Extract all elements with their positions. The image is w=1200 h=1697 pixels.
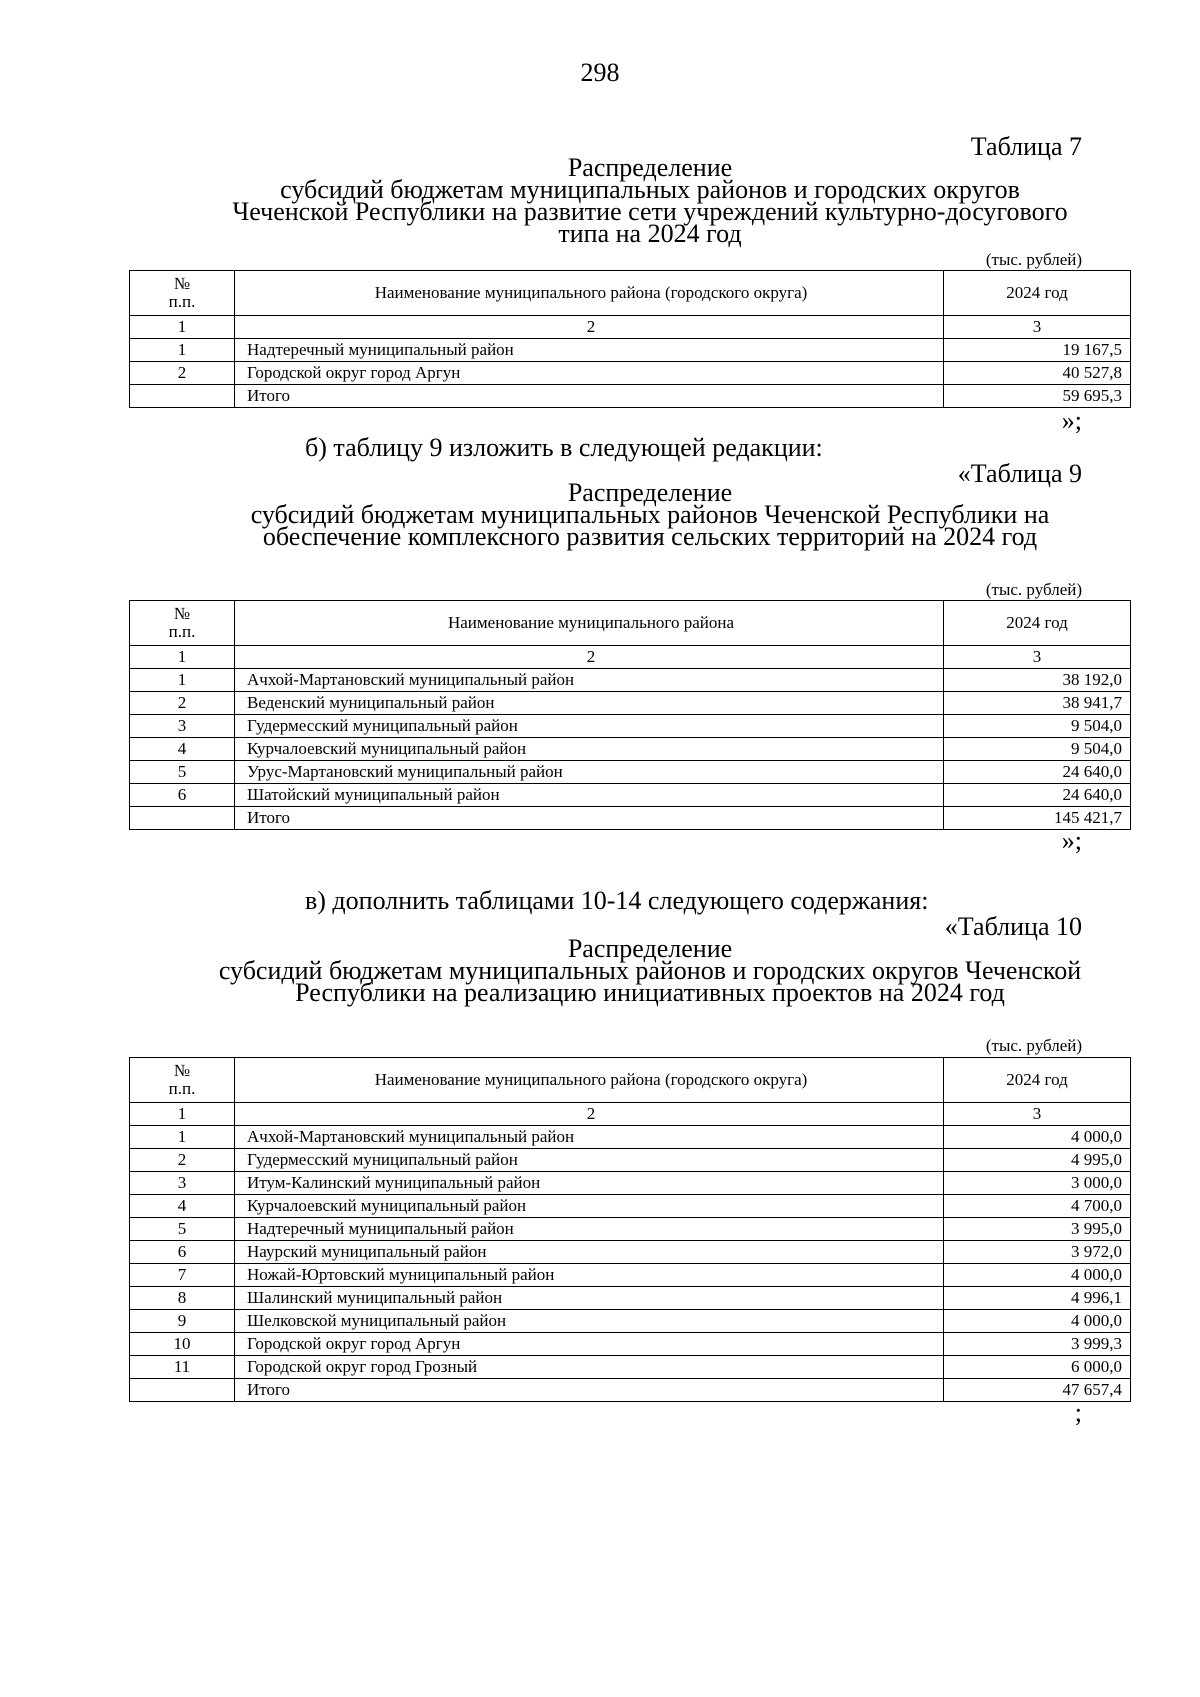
- instruction-c: в) дополнить таблицами 10-14 следующего содержания:: [305, 886, 929, 915]
- total-row: [130, 1379, 1131, 1402]
- row-value: 4 000,0: [944, 1126, 1131, 1149]
- row-name: Наурский муниципальный район: [235, 1241, 944, 1264]
- row-name: Веденский муниципальный район: [235, 692, 944, 715]
- colnum: 1: [130, 316, 235, 339]
- row-number: 4: [130, 1195, 235, 1218]
- table-row: [130, 1310, 1131, 1333]
- table7-heading-line: субсидий бюджетам муниципальных районов и городских округов: [280, 175, 1020, 204]
- row-value: 24 640,0: [944, 784, 1131, 807]
- table9-heading-line: субсидий бюджетам муниципальных районов Чеченской Республики на: [250, 500, 1050, 529]
- total-label: Итого: [235, 807, 944, 830]
- total-value: 59 695,3: [944, 385, 1131, 408]
- table10-closing: ;: [1074, 1398, 1082, 1427]
- table-row: [130, 1333, 1131, 1356]
- column-number-row: [130, 1103, 1131, 1126]
- table9: [129, 600, 1131, 830]
- table9-closing: »;: [1061, 826, 1082, 855]
- row-number: 2: [130, 1149, 235, 1172]
- row-name: Курчалоевский муниципальный район: [235, 738, 944, 761]
- row-value: 6 000,0: [944, 1356, 1131, 1379]
- row-number: 7: [130, 1264, 235, 1287]
- column-number-row: [130, 316, 1131, 339]
- colnum: 2: [235, 316, 944, 339]
- row-name: Шатойский муниципальный район: [235, 784, 944, 807]
- instruction-b: б) таблицу 9 изложить в следующей редакции:: [305, 433, 823, 462]
- table-header-row: [130, 601, 1131, 646]
- row-value: 38 192,0: [944, 669, 1131, 692]
- table-row: [130, 1287, 1131, 1310]
- table-row: [130, 738, 1131, 761]
- row-name: Итум-Калинский муниципальный район: [235, 1172, 944, 1195]
- table10-heading-line: Республики на реализацию инициативных проектов на 2024 год: [295, 978, 1005, 1007]
- table7: [129, 270, 1131, 408]
- row-number: 1: [130, 339, 235, 362]
- row-number: 1: [130, 1126, 235, 1149]
- table-row: [130, 1264, 1131, 1287]
- table10-heading-line: субсидий бюджетам муниципальных районов и городских округов Чеченской: [218, 956, 1082, 985]
- row-name: Шелковской муниципальный район: [235, 1310, 944, 1333]
- table-row: [130, 761, 1131, 784]
- column-number-row: [130, 646, 1131, 669]
- row-name: Городской округ город Аргун: [235, 362, 944, 385]
- table10-heading-line: Распределение: [567, 934, 733, 963]
- row-name: Курчалоевский муниципальный район: [235, 1195, 944, 1218]
- header-name: Наименование муниципального района: [235, 601, 944, 646]
- table-row: [130, 1126, 1131, 1149]
- row-value: 4 995,0: [944, 1149, 1131, 1172]
- row-name: Шалинский муниципальный район: [235, 1287, 944, 1310]
- table9-label: «Таблица 9: [957, 459, 1082, 488]
- total-value: 47 657,4: [944, 1379, 1131, 1402]
- table-row: [130, 339, 1131, 362]
- row-value: 3 972,0: [944, 1241, 1131, 1264]
- table-row: [130, 692, 1131, 715]
- row-name: Городской округ город Аргун: [235, 1333, 944, 1356]
- page-number: 298: [580, 58, 620, 87]
- row-name: Гудермесский муниципальный район: [235, 1149, 944, 1172]
- total-value: 145 421,7: [944, 807, 1131, 830]
- table9-units: (тыс. рублей): [985, 580, 1082, 599]
- table7-closing: »;: [1061, 406, 1082, 435]
- colnum: 3: [944, 646, 1131, 669]
- row-value: 3 999,3: [944, 1333, 1131, 1356]
- total-row: [130, 807, 1131, 830]
- row-value: 3 995,0: [944, 1218, 1131, 1241]
- row-number: 3: [130, 715, 235, 738]
- total-label: Итого: [235, 385, 944, 408]
- header-year: 2024 год: [944, 1058, 1131, 1103]
- table-row: [130, 1218, 1131, 1241]
- row-name: Ножай-Юртовский муниципальный район: [235, 1264, 944, 1287]
- table9-heading: [130, 478, 1170, 551]
- row-value: 38 941,7: [944, 692, 1131, 715]
- row-number: 2: [130, 692, 235, 715]
- table-row: [130, 1356, 1131, 1379]
- row-value: 3 000,0: [944, 1172, 1131, 1195]
- table-row: [130, 1172, 1131, 1195]
- row-value: 40 527,8: [944, 362, 1131, 385]
- row-value: 4 700,0: [944, 1195, 1131, 1218]
- table10: [129, 1057, 1131, 1402]
- header-num: № п.п.: [130, 601, 235, 646]
- row-value: 19 167,5: [944, 339, 1131, 362]
- header-num: № п.п.: [130, 271, 235, 316]
- header-year: 2024 год: [944, 601, 1131, 646]
- table-row: [130, 362, 1131, 385]
- table7-heading-line: Чеченской Республики на развитие сети учреждений культурно-досугового: [232, 197, 1068, 226]
- table7-heading-line: Распределение: [567, 153, 733, 182]
- colnum: 1: [130, 1103, 235, 1126]
- total-num: [130, 385, 235, 408]
- table7-label: Таблица 7: [970, 132, 1082, 161]
- header-name: Наименование муниципального района (городского округа): [235, 271, 944, 316]
- header-num: № п.п.: [130, 1058, 235, 1103]
- colnum: 2: [235, 646, 944, 669]
- colnum: 2: [235, 1103, 944, 1126]
- row-value: 9 504,0: [944, 738, 1131, 761]
- table-row: [130, 784, 1131, 807]
- row-value: 24 640,0: [944, 761, 1131, 784]
- row-number: 5: [130, 761, 235, 784]
- row-number: 6: [130, 784, 235, 807]
- table-header-row: [130, 1058, 1131, 1103]
- table9-heading-line: обеспечение комплексного развития сельских территорий на 2024 год: [262, 522, 1038, 551]
- row-number: 3: [130, 1172, 235, 1195]
- row-number: 8: [130, 1287, 235, 1310]
- row-number: 9: [130, 1310, 235, 1333]
- row-name: Надтеречный муниципальный район: [235, 1218, 944, 1241]
- row-value: 4 996,1: [944, 1287, 1131, 1310]
- table-row: [130, 1241, 1131, 1264]
- row-value: 4 000,0: [944, 1264, 1131, 1287]
- table-header-row: [130, 271, 1131, 316]
- table-row: [130, 715, 1131, 738]
- table10-label: «Таблица 10: [944, 912, 1082, 941]
- total-num: [130, 1379, 235, 1402]
- row-value: 4 000,0: [944, 1310, 1131, 1333]
- row-number: 2: [130, 362, 235, 385]
- colnum: 3: [944, 316, 1131, 339]
- row-name: Гудермесский муниципальный район: [235, 715, 944, 738]
- row-name: Надтеречный муниципальный район: [235, 339, 944, 362]
- row-name: Ачхой-Мартановский муниципальный район: [235, 1126, 944, 1149]
- total-num: [130, 807, 235, 830]
- row-name: Городской округ город Грозный: [235, 1356, 944, 1379]
- table-row: [130, 1195, 1131, 1218]
- table-row: [130, 1149, 1131, 1172]
- row-name: Урус-Мартановский муниципальный район: [235, 761, 944, 784]
- total-label: Итого: [235, 1379, 944, 1402]
- table10-units: (тыс. рублей): [985, 1036, 1082, 1055]
- row-number: 4: [130, 738, 235, 761]
- table7-units: (тыс. рублей): [985, 250, 1082, 269]
- row-name: Ачхой-Мартановский муниципальный район: [235, 669, 944, 692]
- header-year: 2024 год: [944, 271, 1131, 316]
- row-number: 10: [130, 1333, 235, 1356]
- table9-heading-line: Распределение: [567, 478, 733, 507]
- row-number: 6: [130, 1241, 235, 1264]
- row-number: 1: [130, 669, 235, 692]
- colnum: 3: [944, 1103, 1131, 1126]
- row-number: 5: [130, 1218, 235, 1241]
- table7-heading-line: типа на 2024 год: [558, 219, 742, 248]
- row-number: 11: [130, 1356, 235, 1379]
- table10-heading: [130, 934, 1170, 1007]
- row-value: 9 504,0: [944, 715, 1131, 738]
- total-row: [130, 385, 1131, 408]
- table-row: [130, 669, 1131, 692]
- table7-heading: [130, 153, 1170, 248]
- header-name: Наименование муниципального района (городского округа): [235, 1058, 944, 1103]
- colnum: 1: [130, 646, 235, 669]
